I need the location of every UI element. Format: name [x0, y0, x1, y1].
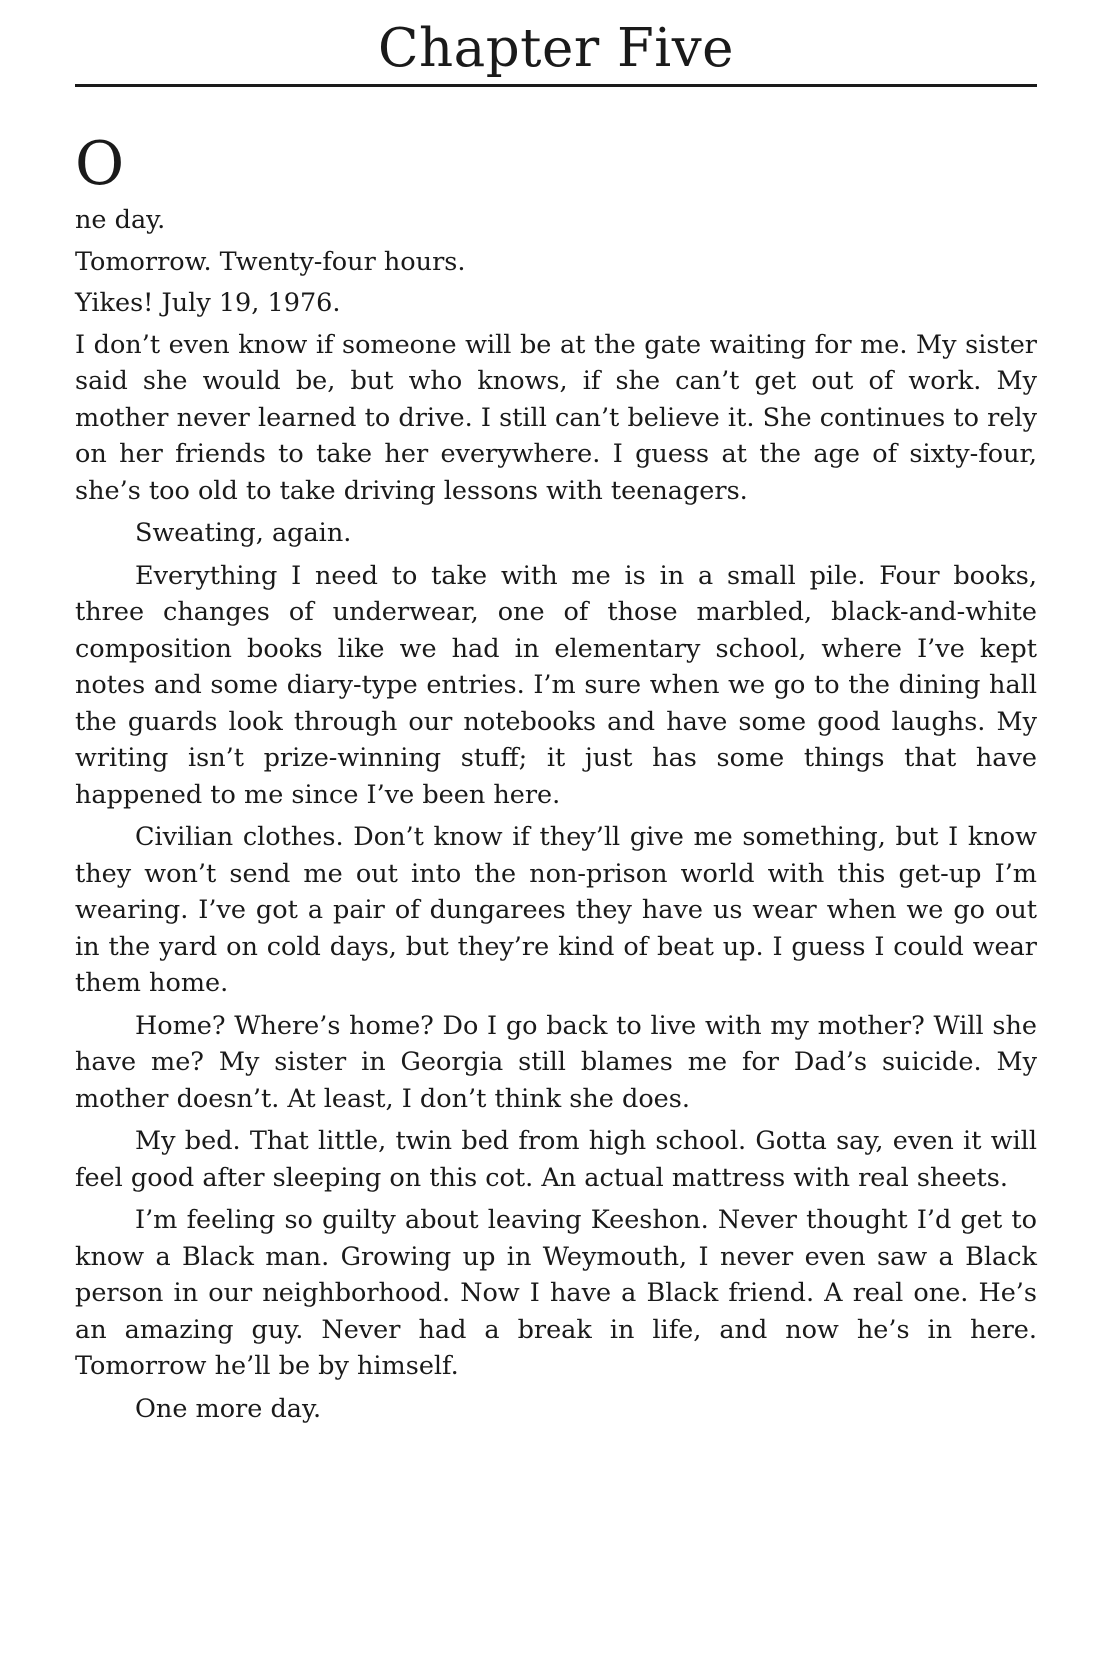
paragraph: ne day. — [75, 205, 166, 235]
paragraph: My bed. That little, twin bed from high school. Gotta say, even it will feel good after sleeping on this cot. An actual mattress with real sheets. — [75, 1126, 1037, 1193]
drop-cap-letter: O — [75, 129, 125, 199]
paragraph: Home? Where’s home? Do I go back to live with my mother? Will she have me? My sister in Georgia still blames me for Dad’s suicide. My mother doesn’t. At least, I don’t think she does. — [75, 1010, 1037, 1114]
paragraph: Sweating, again. — [135, 518, 352, 548]
title-rule — [75, 84, 1037, 87]
paragraph: One more day. — [135, 1393, 322, 1424]
paragraph: Tomorrow. Twenty-four hours. — [75, 246, 466, 277]
paragraph: I’m feeling so guilty about leaving Keeshon. Never thought I’d get to know a Black man. Growing up in Weymouth, I never even saw a Black person in our neighborhood. Now I have a Black friend. A real one. He’s an amazing guy. Never had a break in life, and now he’s in here. Tomorrow he’ll be by himself. — [75, 1205, 1037, 1381]
paragraph: Civilian clothes. Don’t know if they’ll give me something, but I know they won’t send me out into the non-prison world with this get-up I’m wearing. I’ve got a pair of dungarees they have us wear when we go out in the yard on cold days, but they’re kind of beat up. I guess I could wear them home. — [75, 822, 1037, 998]
paragraph: I don’t even know if someone will be at the gate waiting for me. My sister said she would be, but who knows, if she can’t get out of work. My mother never learned to drive. I still can’t believe it. She continues to rely on her friends to take her everywhere. I guess at the age of sixty-four, she’s too old to take driving lessons with teenagers. — [75, 329, 1037, 506]
book-page — [75, 0, 1037, 1424]
paragraph: Yikes! July 19, 1976. — [75, 288, 341, 318]
chapter-body — [75, 202, 1037, 1433]
chapter-title: Chapter Five — [377, 18, 735, 79]
paragraph: Everything I need to take with me is in a small pile. Four books, three changes of underwear, one of those marbled, black-and-white composition books like we had in elementary school, where I’ve kept notes and some diary-type entries. I’m sure when we go to the dining hall the guards look through our notebooks and have some good laughs. My writing isn’t prize-winning stuff; it just has some things that have happened to me since I’ve been here. — [75, 560, 1037, 810]
